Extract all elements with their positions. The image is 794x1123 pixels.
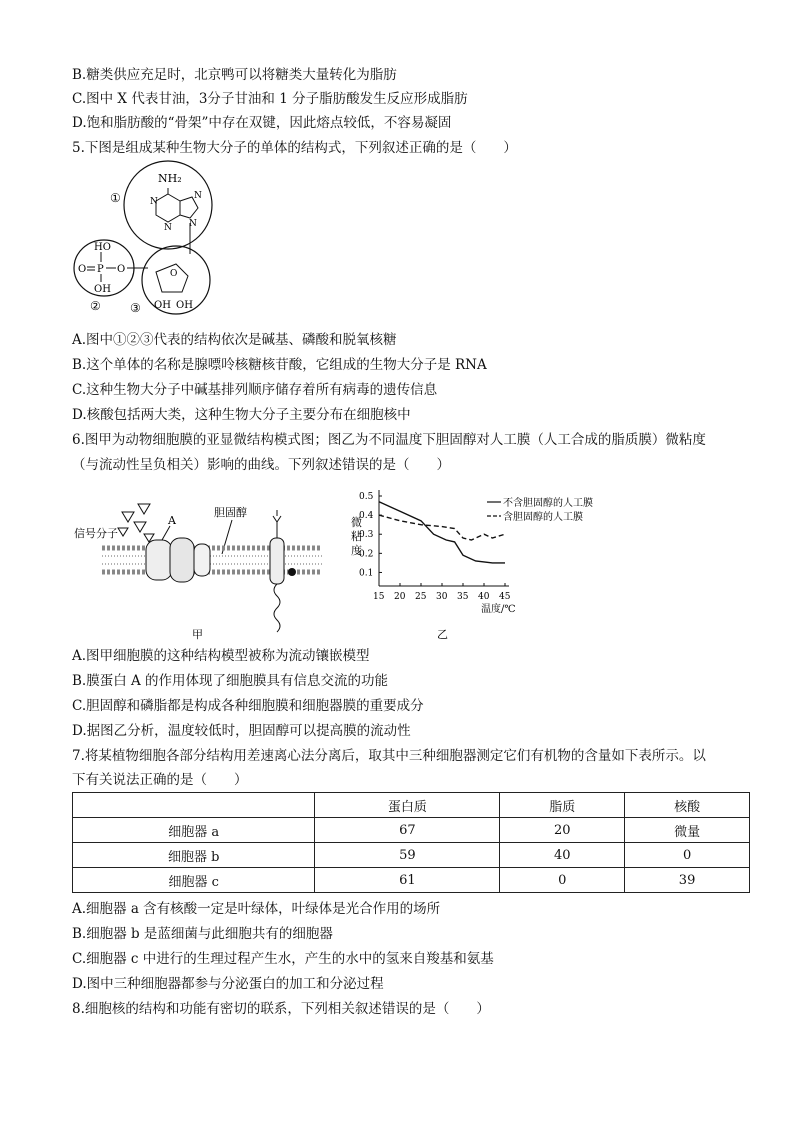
table-cell: 61 xyxy=(315,868,500,893)
y-label-char: 粘 xyxy=(351,530,362,543)
option-7d: D.图中三种细胞器都参与分泌蛋白的加工和分泌过程 xyxy=(72,976,384,992)
x-tick-label: 15 xyxy=(373,592,385,602)
nucleotide-structure-diagram xyxy=(72,160,232,322)
oh-label-ribose-1: OH xyxy=(154,300,171,311)
n-atom-2: N xyxy=(164,223,172,233)
option-4b: B.糖类供应充足时，北京鸭可以将糖类大量转化为脂肪 xyxy=(72,67,397,83)
x-tick-label: 25 xyxy=(415,592,427,602)
table-cell: 细胞器 a xyxy=(73,818,315,843)
option-6d: D.据图乙分析，温度较低时，胆固醇可以提高膜的流动性 xyxy=(72,723,411,739)
question-7-stem-2: 下有关说法正确的是（ ） xyxy=(72,772,248,788)
y-tick-label: 0.5 xyxy=(359,492,374,502)
label-3: ③ xyxy=(130,301,141,315)
o-label: O xyxy=(78,264,87,275)
table-cell: 39 xyxy=(625,868,750,893)
table-cell: 67 xyxy=(315,818,500,843)
y-tick-label: 0.4 xyxy=(359,511,374,522)
table-cell: 59 xyxy=(315,843,500,868)
option-7c: C.细胞器 c 中进行的生理过程产生水，产生的水中的氢来自羧基和氨基 xyxy=(72,951,494,967)
signal-molecule-label: 信号分子 xyxy=(74,527,118,540)
table-header-cell: 蛋白质 xyxy=(315,793,500,818)
x-tick-label: 40 xyxy=(478,592,490,602)
table-cell: 细胞器 c xyxy=(73,868,315,893)
x-tick-label: 20 xyxy=(394,592,406,602)
organelle-table xyxy=(72,792,750,893)
x-tick-label: 30 xyxy=(436,592,448,602)
option-4c: C.图中 X 代表甘油，3分子甘油和 1 分子脂肪酸发生反应形成脂肪 xyxy=(72,91,468,107)
y-label-char: 微 xyxy=(351,516,362,529)
option-4d: D.饱和脂肪酸的“骨架”中存在双键，因此熔点较低，不容易凝固 xyxy=(72,115,452,131)
legend-label: 不含胆固醇的人工膜 xyxy=(503,498,593,509)
question-8-stem: 8.细胞核的结构和功能有密切的联系，下列相关叙述错误的是（ ） xyxy=(72,1001,490,1017)
legend-label: 含胆固醇的人工膜 xyxy=(503,512,583,523)
option-6b: B.膜蛋白 A 的作用体现了细胞膜具有信息交流的功能 xyxy=(72,673,389,689)
option-5b: B.这个单体的名称是腺嘌呤核糖核苷酸，它组成的生物大分子是 RNA xyxy=(72,357,487,373)
n-atom-1: N xyxy=(150,197,158,207)
table-cell: 20 xyxy=(500,818,625,843)
cell-membrane-diagram xyxy=(72,482,332,640)
oh-label-phosphate: OH xyxy=(94,284,111,295)
option-6a: A.图甲细胞膜的这种结构模型被称为流动镶嵌模型 xyxy=(72,648,370,664)
option-7a: A.细胞器 a 含有核酸一定是叶绿体，叶绿体是光合作用的场所 xyxy=(72,901,441,917)
table-cell: 微量 xyxy=(625,818,750,843)
x-tick-label: 45 xyxy=(499,592,511,602)
table-row xyxy=(73,818,750,843)
table-cell: 0 xyxy=(625,843,750,868)
table-header-row xyxy=(73,793,750,818)
question-7-stem-1: 7.将某植物细胞各部分结构用差速离心法分离后，取其中三种细胞器测定它们有机物的含量如下表所示。以 xyxy=(72,748,706,764)
protein-a-label: A xyxy=(168,514,176,527)
question-6-stem-2: （与流动性呈负相关）影响的曲线。下列叙述错误的是（ ） xyxy=(72,457,450,473)
o-link-label: O xyxy=(117,264,126,275)
oh-label-ribose-2: OH xyxy=(176,300,193,311)
cholesterol-label: 胆固醇 xyxy=(214,506,247,519)
question-5-stem: 5.下图是组成某种生物大分子的单体的结构式，下列叙述正确的是（ ） xyxy=(72,140,517,156)
nh2-label: NH₂ xyxy=(158,172,182,185)
y-tick-label: 0.1 xyxy=(359,568,374,579)
table-row xyxy=(73,843,750,868)
table-header-cell: 脂质 xyxy=(500,793,625,818)
phospholipid-bilayer xyxy=(102,548,322,572)
label-2: ② xyxy=(90,299,101,313)
ring-o-label: O xyxy=(170,269,178,279)
x-tick-label: 35 xyxy=(457,592,469,602)
ho-label: HO xyxy=(94,242,111,253)
chart-x-label: 温度/℃ xyxy=(481,604,516,615)
table-cell: 40 xyxy=(500,843,625,868)
n-atom-3: N xyxy=(194,191,202,201)
series-line-1 xyxy=(379,502,505,563)
figure-yi-caption: 乙 xyxy=(437,628,448,641)
option-5d: D.核酸包括两大类，这种生物大分子主要分布在细胞核中 xyxy=(72,407,411,423)
y-label-char: 度 xyxy=(351,544,362,557)
viscosity-temperature-chart xyxy=(335,486,735,642)
option-5a: A.图中①②③代表的结构依次是碱基、磷酸和脱氧核糖 xyxy=(72,332,397,348)
y-tick-label: 0.3 xyxy=(359,530,374,541)
option-7b: B.细胞器 b 是蓝细菌与此细胞共有的细胞器 xyxy=(72,926,333,942)
table-cell: 细胞器 b xyxy=(73,843,315,868)
series-line-2 xyxy=(379,515,505,540)
question-6-stem-1: 6.图甲为动物细胞膜的亚显微结构模式图；图乙为不同温度下胆固醇对人工膜（人工合成的脂质膜）微粘度 xyxy=(72,432,706,448)
option-6c: C.胆固醇和磷脂都是构成各种细胞膜和细胞器膜的重要成分 xyxy=(72,698,424,714)
table-header-cell: 核酸 xyxy=(625,793,750,818)
y-tick-label: 0.2 xyxy=(359,549,374,560)
p-label: P xyxy=(97,264,104,275)
table-row xyxy=(73,868,750,893)
n-atom-4: N xyxy=(189,219,197,229)
table-header-cell xyxy=(73,793,315,818)
option-5c: C.这种生物大分子中碱基排列顺序储存着所有病毒的遗传信息 xyxy=(72,382,438,398)
figure-jia-caption: 甲 xyxy=(192,628,203,640)
label-1: ① xyxy=(110,191,121,205)
chart-y-label xyxy=(351,515,362,557)
table-cell: 0 xyxy=(500,868,625,893)
